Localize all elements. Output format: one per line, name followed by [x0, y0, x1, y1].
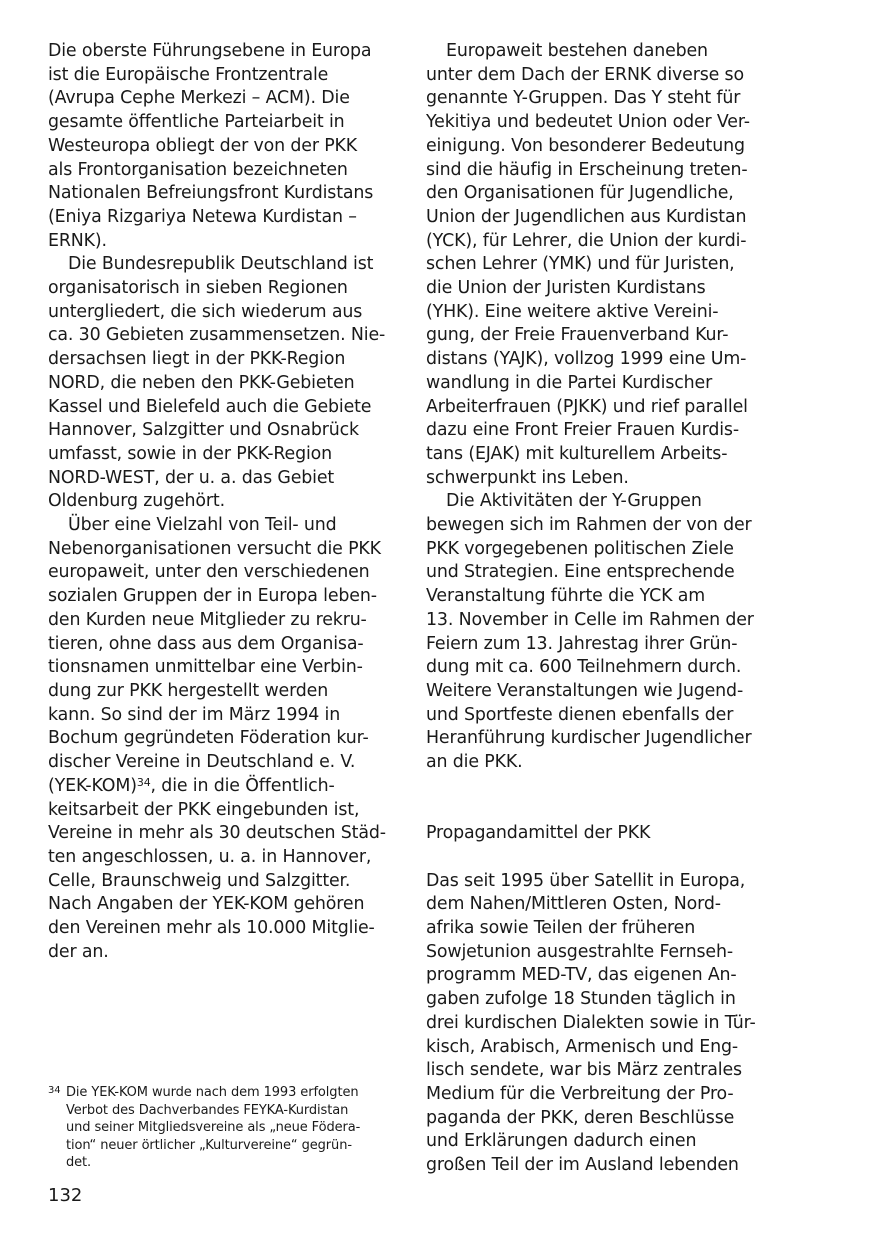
footnote-line: und seiner Mitgliedsvereine als „neue Födera- — [66, 1120, 361, 1135]
text-line: ist die Europäische Frontzentrale — [48, 64, 329, 85]
page-number: 132 — [48, 1185, 83, 1206]
text-line: Yekitiya und bedeutet Union oder Ver- — [426, 112, 750, 133]
text-line: distans (YAJK), vollzog 1999 eine Um- — [426, 349, 747, 370]
text-line: NORD-WEST, der u. a. das Gebiet — [48, 467, 335, 488]
footnote-line: Verbot des Dachverbandes FEYKA-Kurdistan — [66, 1102, 349, 1118]
text-line: Die Bundesrepublik Deutschland ist — [68, 254, 374, 275]
text-line: Kassel und Bielefeld auch die Gebiete — [48, 396, 372, 417]
text-line: Heranführung kurdischer Jugendlicher — [426, 728, 752, 749]
text-line: Feiern zum 13. Jahrestag ihrer Grün- — [426, 633, 738, 654]
section-heading: Propagandamittel der PKK — [426, 823, 651, 844]
text-line: PKK vorgegebenen politischen Ziele — [426, 538, 734, 559]
text-line: Das seit 1995 über Satellit in Europa, — [426, 870, 746, 891]
text-line: den Vereinen mehr als 10.000 Mitglie- — [48, 918, 375, 939]
text-line: dazu eine Front Freier Frauen Kurdis- — [426, 420, 739, 441]
text-line: (Eniya Rizgariya Netewa Kurdistan – — [48, 206, 357, 227]
text-line: der an. — [48, 941, 109, 962]
text-line: Veranstaltung führte die YCK am — [426, 586, 706, 607]
text-line: Celle, Braunschweig und Salzgitter. — [48, 870, 351, 891]
text-line: dung mit ca. 600 Teilnehmern durch. — [426, 657, 742, 678]
text-line: organisatorisch in sieben Regionen — [48, 278, 348, 299]
text-line: drei kurdischen Dialekten sowie in Tür- — [426, 1012, 756, 1033]
text-line: Westeuropa obliegt der von der PKK — [48, 135, 358, 156]
text-line: als Frontorganisation bezeichneten — [48, 159, 348, 180]
text-line: paganda der PKK, deren Beschlüsse — [426, 1107, 735, 1128]
footnote-line: det. — [66, 1155, 92, 1170]
text-line: Die Aktivitäten der Y-Gruppen — [446, 491, 702, 512]
text-line: ERNK). — [48, 230, 107, 251]
text-line: gaben zufolge 18 Stunden täglich in — [426, 989, 736, 1010]
text-line: 13. November in Celle im Rahmen der — [426, 609, 754, 630]
text-line: ten angeschlossen, u. a. in Hannover, — [48, 846, 372, 867]
text-line: großen Teil der im Ausland lebenden — [426, 1155, 739, 1176]
text-line: kisch, Arabisch, Armenisch und Eng- — [426, 1036, 738, 1057]
text-line: schen Lehrer (YMK) und für Juristen, — [426, 254, 735, 275]
footnote-line: Die YEK-KOM wurde nach dem 1993 erfolgten — [66, 1085, 359, 1100]
text-line: untergliedert, die sich wiederum aus — [48, 301, 363, 322]
text-line: Hannover, Salzgitter und Osnabrück — [48, 420, 359, 441]
left-column — [48, 40, 393, 964]
footnote-line: tion“ neuer örtlicher „Kulturvereine“ gegrün- — [66, 1137, 352, 1153]
text-line: gung, der Freie Frauenverband Kur- — [426, 325, 729, 346]
footnote — [48, 1084, 393, 1172]
footnote-number: 34 — [48, 1085, 61, 1096]
text-line: Medium für die Verbreitung der Pro- — [426, 1083, 734, 1104]
text-line: Europaweit bestehen daneben — [446, 41, 708, 61]
text-line: tieren, ohne dass aus dem Organisa- — [48, 633, 364, 654]
text-line: an die PKK. — [426, 752, 523, 773]
footnote-reference[interactable]: 34 — [136, 775, 151, 789]
text-line: tans (EJAK) mit kulturellem Arbeits- — [426, 443, 728, 464]
text-line: genannte Y-Gruppen. Das Y steht für — [426, 88, 741, 109]
text-line: Oldenburg zugehört. — [48, 491, 225, 512]
text-line: den Organisationen für Jugendliche, — [426, 183, 734, 204]
text-line: tionsnamen unmittelbar eine Verbin- — [48, 657, 363, 678]
text-line: discher Vereine in Deutschland e. V. — [48, 752, 356, 773]
text-line: einigung. Von besonderer Bedeutung — [426, 135, 745, 156]
text-line: und Strategien. Eine entsprechende — [426, 562, 735, 583]
text-line: Nationalen Befreiungsfront Kurdistans — [48, 183, 374, 204]
text-line: und Erklärungen dadurch einen — [426, 1131, 697, 1152]
text-line: die Union der Juristen Kurdistans — [426, 278, 706, 299]
text-line: Sowjetunion ausgestrahlte Fernseh- — [426, 941, 733, 962]
text-line: sozialen Gruppen der in Europa leben- — [48, 586, 377, 607]
text-line: unter dem Dach der ERNK diverse so — [426, 64, 744, 85]
text-line: Nebenorganisationen versucht die PKK — [48, 538, 381, 559]
text-line: NORD, die neben den PKK-Gebieten — [48, 372, 355, 393]
blank-line — [426, 846, 771, 870]
text-fragment: , die in die Öffentlich- — [150, 775, 335, 796]
text-line: wandlung in die Partei Kurdischer — [426, 372, 713, 393]
text-line: den Kurden neue Mitglieder zu rekru- — [48, 609, 367, 630]
text-line: und Sportfeste dienen ebenfalls der — [426, 704, 734, 725]
text-line: Arbeiterfrauen (PJKK) und rief parallel — [426, 396, 748, 417]
section-spacer — [426, 775, 771, 822]
text-line: bewegen sich im Rahmen der von der — [426, 515, 752, 536]
text-line: gesamte öffentliche Parteiarbeit in — [48, 112, 345, 133]
text-line: umfasst, sowie in der PKK-Region — [48, 443, 332, 464]
text-line: programm MED-TV, das eigenen An- — [426, 965, 737, 986]
text-line: schwerpunkt ins Leben. — [426, 467, 629, 488]
text-line: Die oberste Führungsebene in Europa — [48, 41, 372, 61]
text-line: (YHK). Eine weitere aktive Vereini- — [426, 301, 719, 322]
text-line: (Avrupa Cephe Merkezi – ACM). Die — [48, 88, 350, 109]
text-line: afrika sowie Teilen der früheren — [426, 918, 696, 938]
text-line: keitsarbeit der PKK eingebunden ist, — [48, 799, 360, 820]
text-line: Nach Angaben der YEK-KOM gehören — [48, 894, 365, 915]
text-line: Union der Jugendlichen aus Kurdistan — [426, 206, 747, 227]
text-line: europaweit, unter den verschiedenen — [48, 562, 370, 583]
right-column — [426, 40, 771, 1178]
text-line — [48, 775, 393, 799]
text-line: Vereine in mehr als 30 deutschen Städ- — [48, 823, 386, 844]
text-line: dem Nahen/Mittleren Osten, Nord- — [426, 894, 721, 915]
text-line: dersachsen liegt in der PKK-Region — [48, 349, 346, 370]
text-line: dung zur PKK hergestellt werden — [48, 680, 329, 701]
text-line: Über eine Vielzahl von Teil- und — [68, 515, 337, 536]
text-fragment: (YEK-KOM) — [48, 775, 137, 796]
text-line: (YCK), für Lehrer, die Union der kurdi- — [426, 230, 747, 251]
text-line: lisch sendete, war bis März zentrales — [426, 1060, 742, 1081]
text-line: Bochum gegründeten Föderation kur- — [48, 728, 369, 749]
text-line: Weitere Veranstaltungen wie Jugend- — [426, 680, 744, 701]
text-line: ca. 30 Gebieten zusammensetzen. Nie- — [48, 325, 386, 346]
text-line: kann. So sind der im März 1994 in — [48, 704, 341, 725]
text-line: sind die häufig in Erscheinung treten- — [426, 159, 748, 180]
